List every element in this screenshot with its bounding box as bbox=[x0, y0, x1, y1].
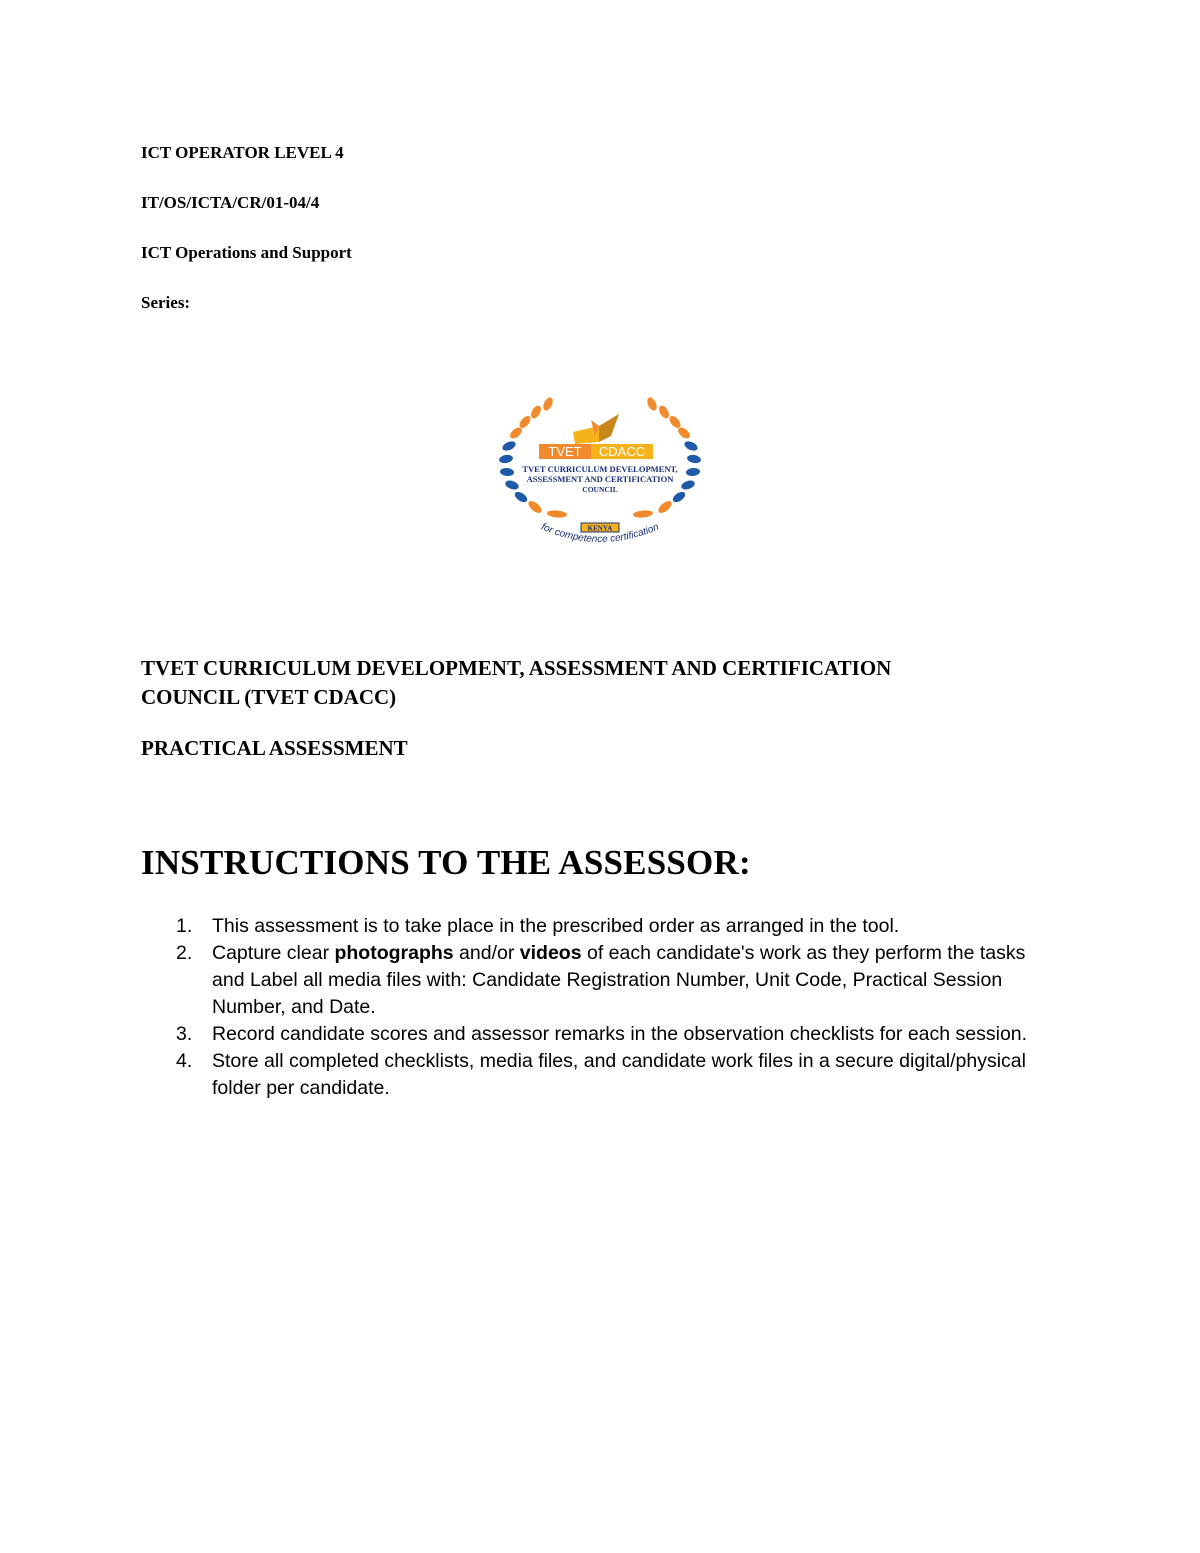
logo-badge: KENYA bbox=[587, 524, 613, 533]
instruction-bold-videos: videos bbox=[519, 942, 582, 964]
practical-assessment-heading: PRACTICAL ASSESSMENT bbox=[141, 736, 408, 760]
instruction-number: 4. bbox=[176, 1050, 193, 1072]
open-book-icon bbox=[573, 414, 619, 444]
instruction-text-post: of each candidate's work as they perform the tasks and Label all media files with: Candidate Registration Number, Unit Code, Practical Session Number, and Date. bbox=[212, 942, 1026, 1018]
instruction-text-pre: Capture clear bbox=[212, 942, 335, 964]
council-name-line2: COUNCIL (TVET CDACC) bbox=[141, 685, 397, 709]
logo-brand-right: CDACC bbox=[598, 444, 646, 459]
instruction-bold-photographs: photographs bbox=[334, 942, 454, 964]
instruction-item bbox=[141, 913, 1041, 940]
instruction-number: 2. bbox=[176, 942, 193, 964]
sector-name: ICT Operations and Support bbox=[141, 243, 352, 262]
qualification-code: IT/OS/ICTA/CR/01-04/4 bbox=[141, 193, 320, 212]
instructions-list bbox=[141, 913, 1041, 1102]
instruction-text: Store all completed checklists, media files, and candidate work files in a secure digital/physical folder per candidate. bbox=[212, 1050, 1026, 1099]
instruction-item bbox=[141, 1048, 1041, 1102]
instruction-item bbox=[141, 1021, 1041, 1048]
logo-name-line1: TVET CURRICULUM DEVELOPMENT, bbox=[522, 464, 678, 474]
instruction-text: This assessment is to take place in the prescribed order as arranged in the tool. bbox=[212, 915, 900, 937]
qualification-title: ICT OPERATOR LEVEL 4 bbox=[141, 143, 344, 162]
logo-name-line2: ASSESSMENT AND CERTIFICATION bbox=[526, 474, 674, 484]
logo-motto: for competence certification bbox=[539, 521, 661, 546]
council-name-line1: TVET CURRICULUM DEVELOPMENT, ASSESSMENT AND CERTIFICATION bbox=[141, 656, 892, 680]
instruction-number: 3. bbox=[176, 1023, 193, 1045]
instructions-title: INSTRUCTIONS TO THE ASSESSOR: bbox=[141, 843, 751, 882]
logo-brand-left: TVET bbox=[548, 444, 582, 459]
tvet-cdacc-logo bbox=[495, 392, 705, 562]
instruction-item bbox=[141, 940, 1041, 1021]
series-label: Series: bbox=[141, 293, 191, 312]
instruction-text-mid: and/or bbox=[453, 942, 520, 964]
instruction-number: 1. bbox=[176, 915, 193, 937]
council-name bbox=[141, 654, 1041, 712]
instruction-text: Record candidate scores and assessor remarks in the observation checklists for each session. bbox=[212, 1023, 1028, 1045]
logo-name-line3: COUNCIL bbox=[582, 485, 618, 494]
